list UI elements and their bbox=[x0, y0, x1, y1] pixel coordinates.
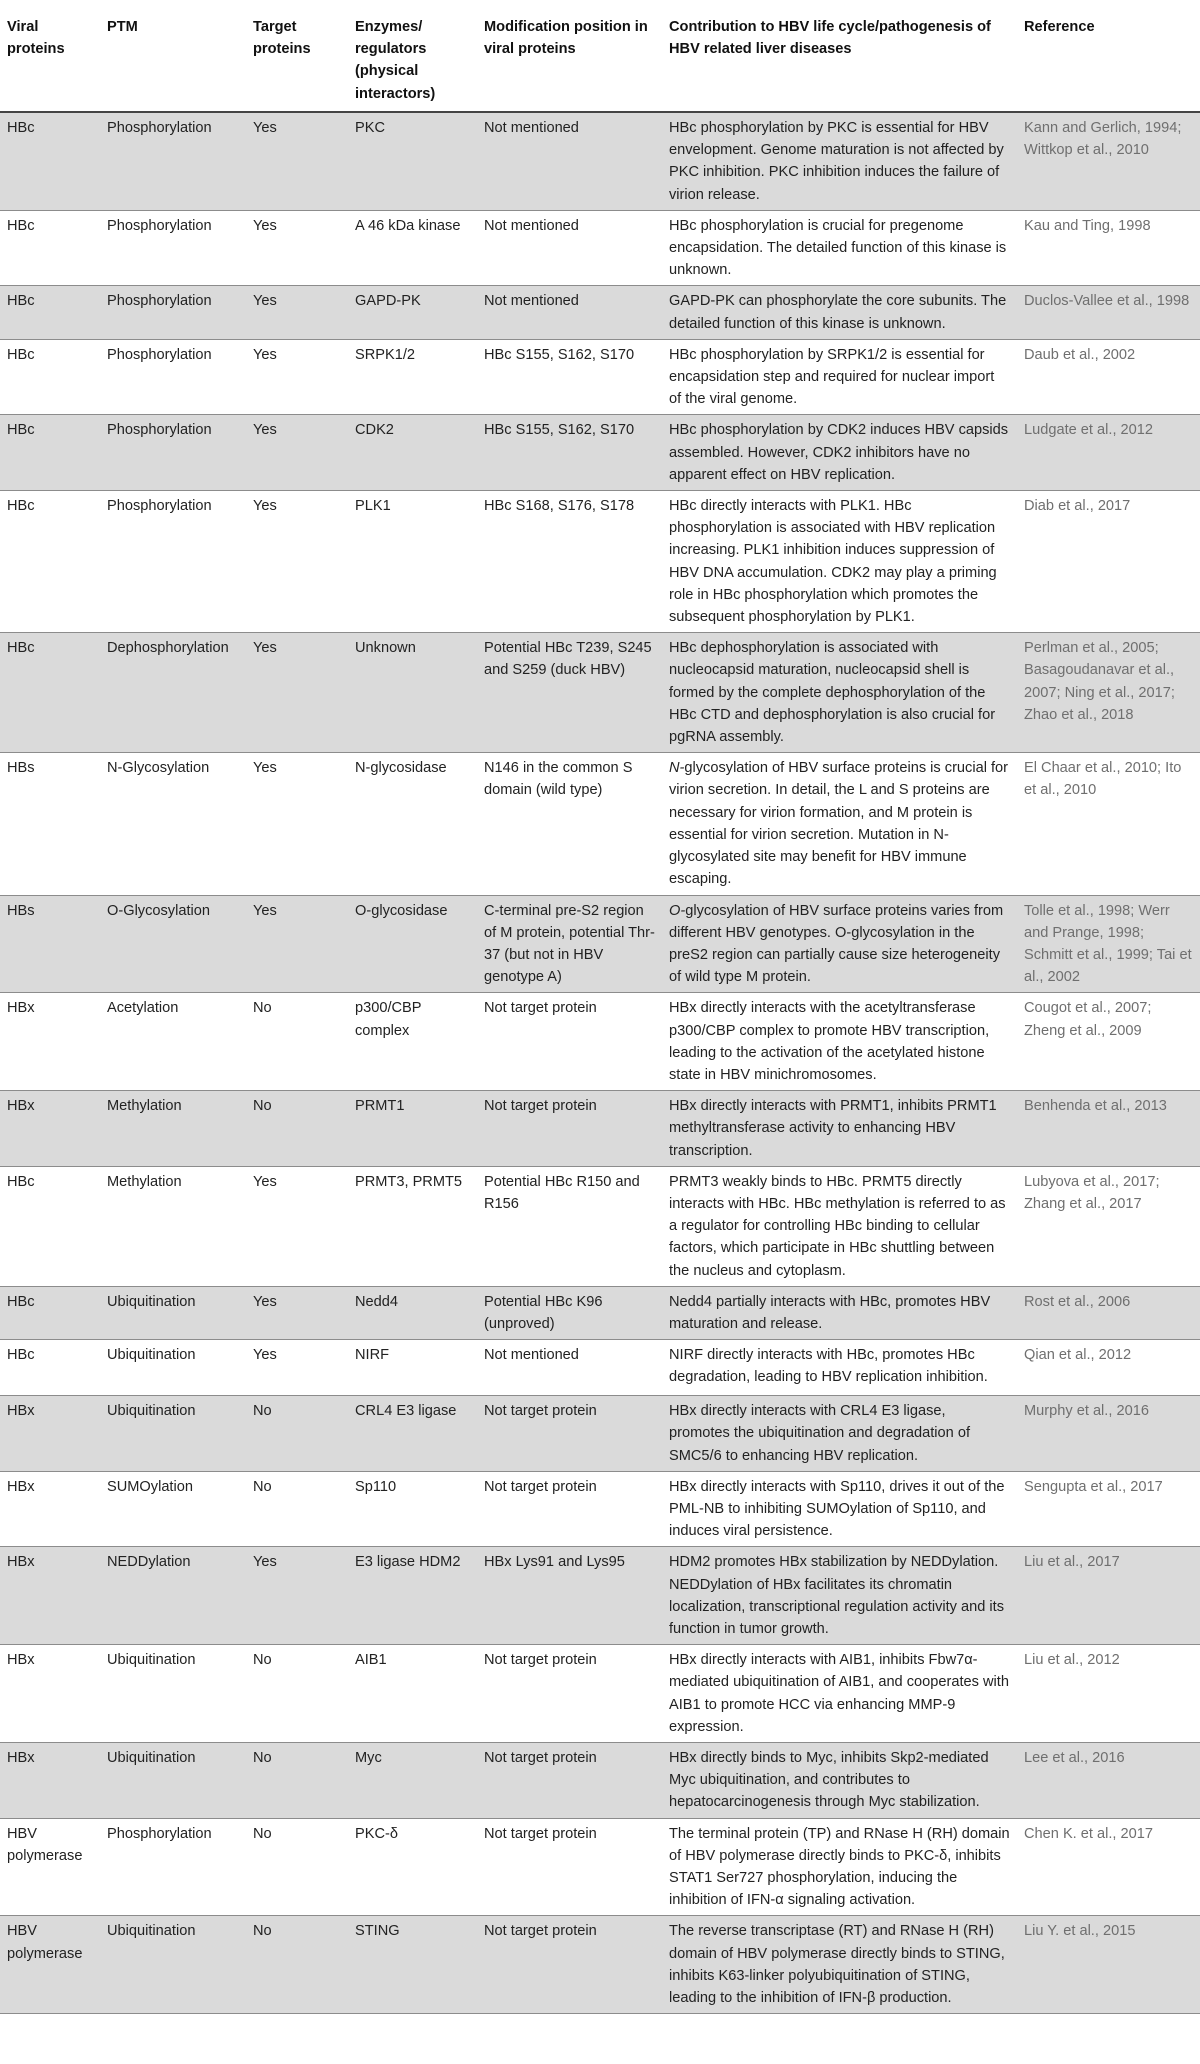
header-ptm: PTM bbox=[107, 19, 138, 35]
enzyme-cell: AIB1 bbox=[355, 1652, 387, 1669]
reference-cell: Lubyova et al., 2017; Zhang et al., 2017 bbox=[1024, 1173, 1160, 1212]
reference-cell: Sengupta et al., 2017 bbox=[1024, 1478, 1163, 1495]
enzyme-cell: A 46 kDa kinase bbox=[355, 217, 461, 234]
viral-protein-cell: HBc bbox=[7, 1173, 35, 1190]
table-row bbox=[0, 210, 1200, 286]
viral-protein-cell: HBc bbox=[7, 1347, 35, 1364]
viral-protein-cell: HBc bbox=[7, 217, 35, 234]
position-cell: Not target protein bbox=[477, 1916, 662, 2014]
table-row bbox=[0, 993, 1200, 1091]
position-cell: Not target protein bbox=[477, 1743, 662, 1819]
contribution-cell: HDM2 promotes HBx stabilization by NEDDylation. NEDDylation of HBx facilitates its chromatin localization, transcriptional regulation activity and its function in tumor growth. bbox=[662, 1547, 1017, 1645]
contribution-cell: HBx directly interacts with CRL4 E3 ligase, promotes the ubiquitination and degradation of SMC5/6 to enhancing HBV replication. bbox=[662, 1396, 1017, 1472]
reference-cell: Chen K. et al., 2017 bbox=[1024, 1825, 1153, 1842]
contribution-cell: HBc phosphorylation is crucial for pregenome encapsidation. The detailed function of this kinase is unknown. bbox=[669, 217, 1007, 279]
position-cell: Not target protein bbox=[484, 1825, 597, 1842]
ptm-cell: Phosphorylation bbox=[100, 112, 246, 210]
target-protein-cell: Yes bbox=[246, 286, 348, 339]
enzyme-cell: Unknown bbox=[348, 633, 477, 753]
target-protein-cell: No bbox=[253, 1652, 272, 1669]
ptm-cell: N-Glycosylation bbox=[107, 760, 210, 777]
contribution-cell: HBc phosphorylation by SRPK1/2 is essential for encapsidation step and required for nuclear import of the viral genome. bbox=[669, 346, 995, 408]
viral-protein-cell: HBs bbox=[7, 760, 35, 777]
contribution-cell: PRMT3 weakly binds to HBc. PRMT5 directly interacts with HBc. HBc methylation is referred to as a regulator for controlling HBc binding to cellular factors, which participate in HBc shuttling between the nucleus and cytoplasm. bbox=[669, 1173, 1006, 1279]
table-row bbox=[0, 633, 1200, 753]
table-row bbox=[0, 1471, 1200, 1547]
table-row bbox=[0, 1340, 1200, 1396]
position-cell: HBc S155, S162, S170 bbox=[477, 415, 662, 491]
target-protein-cell: Yes bbox=[246, 1547, 348, 1645]
position-cell: N146 in the common S domain (wild type) bbox=[484, 760, 633, 799]
reference-cell: Kann and Gerlich, 1994; Wittkop et al., 2010 bbox=[1017, 112, 1200, 210]
target-protein-cell: Yes bbox=[253, 217, 277, 234]
enzyme-cell: GAPD-PK bbox=[348, 286, 477, 339]
enzyme-cell: CDK2 bbox=[348, 415, 477, 491]
reference-cell: Liu et al., 2017 bbox=[1017, 1547, 1200, 1645]
contribution-cell: O-glycosylation of HBV surface proteins varies from different HBV genotypes. O-glycosylation in the preS2 region can partially cause size heterogeneity of wild type M protein. bbox=[662, 895, 1017, 993]
contribution-cell: HBx directly interacts with Sp110, drives it out of the PML-NB to inhibiting SUMOylation of Sp110, and induces viral persistence. bbox=[669, 1478, 1005, 1540]
enzyme-cell: STING bbox=[348, 1916, 477, 2014]
position-cell: C-terminal pre-S2 region of M protein, potential Thr-37 (but not in HBV genotype A) bbox=[477, 895, 662, 993]
target-protein-cell: Yes bbox=[253, 1347, 277, 1364]
contribution-cell: HBx directly interacts with AIB1, inhibits Fbw7α-mediated ubiquitination of AIB1, and cooperates with AIB1 to promote HCC via enhancing MMP-9 expression. bbox=[669, 1652, 1009, 1735]
position-cell: Not target protein bbox=[477, 1396, 662, 1472]
contribution-cell: HBx directly binds to Myc, inhibits Skp2-mediated Myc ubiquitination, and contributes to hepatocarcinogenesis through Myc stabilization. bbox=[662, 1743, 1017, 1819]
position-cell: HBx Lys91 and Lys95 bbox=[477, 1547, 662, 1645]
contribution-cell: HBc phosphorylation by PKC is essential for HBV envelopment. Genome maturation is not affected by PKC inhibition. PKC inhibition induces the failure of virion release. bbox=[662, 112, 1017, 210]
table-row bbox=[0, 753, 1200, 895]
ptm-cell: Dephosphorylation bbox=[100, 633, 246, 753]
position-cell: Not target protein bbox=[484, 1000, 597, 1017]
table-row bbox=[0, 1645, 1200, 1743]
ptm-cell: Ubiquitination bbox=[100, 1743, 246, 1819]
enzyme-cell: NIRF bbox=[355, 1347, 390, 1364]
target-protein-cell: No bbox=[246, 1916, 348, 2014]
header-viral-proteins: Viral proteins bbox=[7, 19, 65, 58]
viral-protein-cell: HBs bbox=[0, 895, 100, 993]
target-protein-cell: No bbox=[253, 1478, 272, 1495]
table-row bbox=[0, 1916, 1200, 2014]
enzyme-cell: PRMT1 bbox=[348, 1091, 477, 1167]
enzyme-cell: SRPK1/2 bbox=[355, 346, 416, 363]
viral-protein-cell: HBx bbox=[7, 1000, 35, 1017]
ptm-cell: Ubiquitination bbox=[107, 1347, 196, 1364]
target-protein-cell: No bbox=[246, 1743, 348, 1819]
target-protein-cell: Yes bbox=[246, 112, 348, 210]
reference-cell: Liu Y. et al., 2015 bbox=[1017, 1916, 1200, 2014]
table-row bbox=[0, 1091, 1200, 1167]
target-protein-cell: Yes bbox=[246, 415, 348, 491]
target-protein-cell: No bbox=[253, 1000, 272, 1017]
target-protein-cell: Yes bbox=[253, 498, 277, 515]
ptm-cell: SUMOylation bbox=[107, 1478, 193, 1495]
reference-cell: Benhenda et al., 2013 bbox=[1017, 1091, 1200, 1167]
viral-protein-cell: HBx bbox=[0, 1396, 100, 1472]
viral-protein-cell: HBc bbox=[7, 346, 35, 363]
ptm-cell: O-Glycosylation bbox=[100, 895, 246, 993]
position-cell: HBc S155, S162, S170 bbox=[484, 346, 635, 363]
position-cell: HBc S168, S176, S178 bbox=[484, 498, 635, 515]
ptm-cell: Phosphorylation bbox=[107, 217, 212, 234]
reference-cell: Ludgate et al., 2012 bbox=[1017, 415, 1200, 491]
viral-protein-cell: HBc bbox=[0, 112, 100, 210]
target-protein-cell: Yes bbox=[246, 895, 348, 993]
header-target-proteins: Target proteins bbox=[253, 19, 311, 58]
table-row bbox=[0, 339, 1200, 415]
viral-protein-cell: HBc bbox=[0, 1286, 100, 1339]
reference-cell: Lee et al., 2016 bbox=[1017, 1743, 1200, 1819]
reference-cell: Murphy et al., 2016 bbox=[1017, 1396, 1200, 1472]
header-reference: Reference bbox=[1024, 19, 1095, 35]
viral-protein-cell: HBV polymerase bbox=[7, 1825, 83, 1864]
target-protein-cell: Yes bbox=[253, 760, 277, 777]
table-row bbox=[0, 1166, 1200, 1286]
reference-cell: Duclos-Vallee et al., 1998 bbox=[1017, 286, 1200, 339]
viral-protein-cell: HBc bbox=[0, 286, 100, 339]
ptm-cell: Phosphorylation bbox=[107, 1825, 212, 1842]
reference-cell: Qian et al., 2012 bbox=[1024, 1347, 1132, 1364]
reference-cell: Diab et al., 2017 bbox=[1024, 498, 1131, 515]
target-protein-cell: Yes bbox=[246, 633, 348, 753]
reference-cell: Daub et al., 2002 bbox=[1024, 346, 1136, 363]
enzyme-cell: PRMT3, PRMT5 bbox=[355, 1173, 463, 1190]
enzyme-cell: PKC bbox=[348, 112, 477, 210]
contribution-cell: N-glycosylation of HBV surface proteins is crucial for virion secretion. In detail, the L and S proteins are necessary for virion formation, and M protein is essential for virion secretion. Mutation in N-glycosylated site may benefit for HBV immune escaping. bbox=[669, 760, 1009, 888]
position-cell: Not mentioned bbox=[484, 217, 579, 234]
table-row bbox=[0, 491, 1200, 633]
position-cell: Potential HBc T239, S245 and S259 (duck HBV) bbox=[477, 633, 662, 753]
contribution-cell: NIRF directly interacts with HBc, promotes HBc degradation, leading to HBV replication inhibition. bbox=[669, 1347, 988, 1386]
position-cell: Potential HBc K96 (unproved) bbox=[477, 1286, 662, 1339]
viral-protein-cell: HBc bbox=[0, 415, 100, 491]
viral-protein-cell: HBV polymerase bbox=[0, 1916, 100, 2014]
ptm-cell: Ubiquitination bbox=[100, 1916, 246, 2014]
ptm-cell: Methylation bbox=[100, 1091, 246, 1167]
table-row bbox=[0, 112, 1200, 210]
reference-cell: Cougot et al., 2007; Zheng et al., 2009 bbox=[1024, 1000, 1152, 1039]
contribution-cell: HBx directly interacts with the acetyltransferase p300/CBP complex to promote HBV transcription, leading to the activation of the acetylated histone state in HBV minichromosomes. bbox=[669, 1000, 990, 1083]
table-row bbox=[0, 1396, 1200, 1472]
ptm-cell: NEDDylation bbox=[100, 1547, 246, 1645]
position-cell: Not target protein bbox=[484, 1652, 597, 1669]
contribution-cell: Nedd4 partially interacts with HBc, promotes HBV maturation and release. bbox=[662, 1286, 1017, 1339]
viral-protein-cell: HBx bbox=[0, 1091, 100, 1167]
ptm-cell: Phosphorylation bbox=[100, 286, 246, 339]
contribution-cell: GAPD-PK can phosphorylate the core subunits. The detailed function of this kinase is unknown. bbox=[662, 286, 1017, 339]
reference-cell: Liu et al., 2012 bbox=[1024, 1652, 1120, 1669]
viral-protein-cell: HBx bbox=[7, 1652, 35, 1669]
table-header bbox=[0, 0, 1200, 112]
contribution-cell: The terminal protein (TP) and RNase H (RH) domain of HBV polymerase directly binds to PKC-δ, inhibits STAT1 Ser727 phosphorylation, inducing the inhibition of IFN-α signaling activation. bbox=[669, 1825, 1010, 1909]
target-protein-cell: No bbox=[246, 1396, 348, 1472]
header-modification-position: Modification position in viral proteins bbox=[484, 19, 648, 58]
table-row bbox=[0, 1743, 1200, 1819]
table-row bbox=[0, 415, 1200, 491]
enzyme-cell: PLK1 bbox=[355, 498, 391, 515]
reference-cell: Kau and Ting, 1998 bbox=[1024, 217, 1151, 234]
ptm-cell: Methylation bbox=[107, 1173, 182, 1190]
ptm-cell: Ubiquitination bbox=[100, 1286, 246, 1339]
ptm-cell: Acetylation bbox=[107, 1000, 179, 1017]
target-protein-cell: Yes bbox=[246, 1286, 348, 1339]
target-protein-cell: No bbox=[253, 1825, 272, 1842]
position-cell: Not target protein bbox=[484, 1478, 597, 1495]
header-contribution: Contribution to HBV life cycle/pathogenesis of HBV related liver diseases bbox=[669, 19, 991, 58]
contribution-cell: The reverse transcriptase (RT) and RNase H (RH) domain of HBV polymerase directly binds to STING, inhibits K63-linker polyubiquitination of STING, leading to the inhibition of IFN-β production. bbox=[662, 1916, 1017, 2014]
contribution-cell: HBc directly interacts with PLK1. HBc phosphorylation is associated with HBV replication increasing. PLK1 inhibition induces suppression of HBV DNA accumulation. CDK2 may play a priming role in HBc phosphorylation which promotes the subsequent phosphorylation by PLK1. bbox=[669, 498, 997, 626]
reference-cell: Tolle et al., 1998; Werr and Prange, 1998; Schmitt et al., 1999; Tai et al., 2002 bbox=[1017, 895, 1200, 993]
reference-cell: El Chaar et al., 2010; Ito et al., 2010 bbox=[1024, 760, 1182, 799]
position-cell: Not mentioned bbox=[484, 1347, 579, 1364]
target-protein-cell: Yes bbox=[253, 346, 277, 363]
enzyme-cell: Myc bbox=[348, 1743, 477, 1819]
viral-protein-cell: HBx bbox=[7, 1478, 35, 1495]
viral-protein-cell: HBx bbox=[0, 1743, 100, 1819]
ptm-cell: Ubiquitination bbox=[100, 1396, 246, 1472]
header-enzymes-regulators: Enzymes/ regulators (physical interactors) bbox=[355, 19, 436, 102]
table-row bbox=[0, 1547, 1200, 1645]
contribution-cell: HBc phosphorylation by CDK2 induces HBV capsids assembled. However, CDK2 inhibitors have no apparent effect on HBV replication. bbox=[662, 415, 1017, 491]
table-row bbox=[0, 286, 1200, 339]
table-row bbox=[0, 1818, 1200, 1916]
position-cell: Not mentioned bbox=[477, 112, 662, 210]
position-cell: Not mentioned bbox=[477, 286, 662, 339]
ptm-cell: Ubiquitination bbox=[107, 1652, 196, 1669]
ptm-cell: Phosphorylation bbox=[100, 415, 246, 491]
table-row bbox=[0, 1286, 1200, 1339]
viral-protein-cell: HBc bbox=[7, 498, 35, 515]
enzyme-cell: Nedd4 bbox=[348, 1286, 477, 1339]
viral-protein-cell: HBx bbox=[0, 1547, 100, 1645]
enzyme-cell: E3 ligase HDM2 bbox=[348, 1547, 477, 1645]
enzyme-cell: CRL4 E3 ligase bbox=[348, 1396, 477, 1472]
enzyme-cell: Sp110 bbox=[355, 1478, 397, 1495]
contribution-cell: HBx directly interacts with PRMT1, inhibits PRMT1 methyltransferase activity to enhancing HBV transcription. bbox=[662, 1091, 1017, 1167]
position-cell: Not target protein bbox=[477, 1091, 662, 1167]
header-row bbox=[0, 0, 1200, 112]
table-body bbox=[0, 112, 1200, 2014]
enzyme-cell: p300/CBP complex bbox=[355, 1000, 422, 1039]
target-protein-cell: Yes bbox=[253, 1173, 277, 1190]
contribution-cell: HBc dephosphorylation is associated with nucleocapsid maturation, nucleocapsid shell is formed by the complete dephosphorylation of the HBc CTD and dephosphorylation is also crucial for pgRNA assembly. bbox=[662, 633, 1017, 753]
viral-protein-cell: HBc bbox=[0, 633, 100, 753]
ptm-cell: Phosphorylation bbox=[107, 498, 212, 515]
reference-cell: Rost et al., 2006 bbox=[1017, 1286, 1200, 1339]
enzyme-cell: PKC-δ bbox=[355, 1825, 398, 1842]
ptm-cell: Phosphorylation bbox=[107, 346, 212, 363]
enzyme-cell: O-glycosidase bbox=[348, 895, 477, 993]
position-cell: Potential HBc R150 and R156 bbox=[484, 1173, 640, 1212]
reference-cell: Perlman et al., 2005; Basagoudanavar et al., 2007; Ning et al., 2017; Zhao et al., 2018 bbox=[1017, 633, 1200, 753]
enzyme-cell: N-glycosidase bbox=[355, 760, 447, 777]
target-protein-cell: No bbox=[246, 1091, 348, 1167]
table-row bbox=[0, 895, 1200, 993]
